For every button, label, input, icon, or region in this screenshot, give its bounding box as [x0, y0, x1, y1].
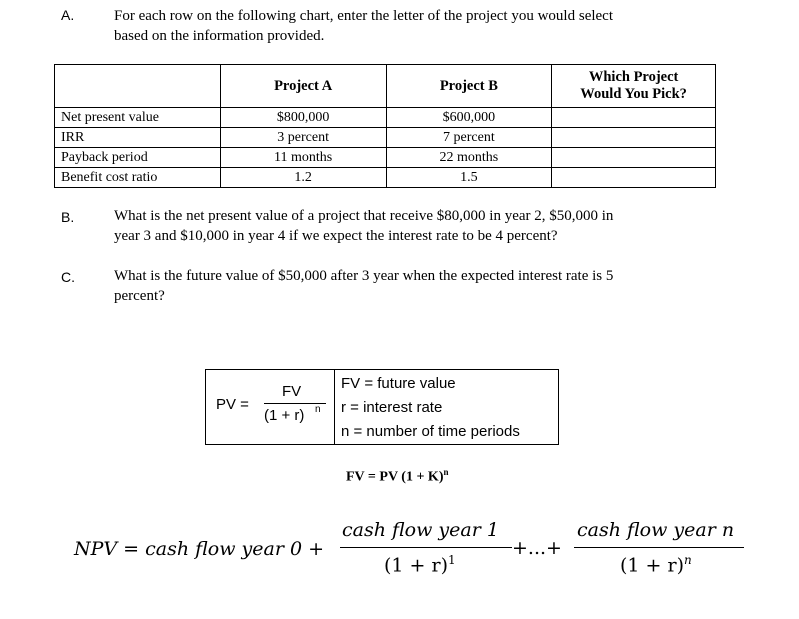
row-label: Benefit cost ratio: [55, 168, 221, 188]
pv-legend: [334, 369, 559, 445]
section-b-line1: What is the net present value of a project that receive $80,000 in year 2, $50,000 in: [114, 208, 614, 224]
npv-ellipsis: +...+: [512, 537, 562, 559]
legend-n: n = number of time periods: [341, 423, 520, 440]
header-pick-line1: Which Project: [588, 69, 679, 85]
section-b-line2: year 3 and $10,000 in year 4 if we expect the interest rate to be 4 percent?: [114, 228, 558, 244]
pv-denominator: (1 + r): [264, 407, 305, 424]
section-b-question: [114, 206, 613, 246]
table-header-row: [55, 65, 716, 108]
fv-exponent: n: [443, 467, 449, 477]
table-row: [55, 128, 716, 148]
npv-termn-den-text: (1 + r): [620, 554, 684, 577]
section-a-line2: based on the information provided.: [114, 28, 325, 44]
header-project-a: Project A: [220, 65, 386, 108]
pv-lhs: PV =: [216, 396, 249, 413]
header-pick: [552, 65, 716, 108]
npv-term1-fraction-bar: [340, 547, 512, 548]
section-a-letter: A.: [61, 7, 75, 23]
section-a-line1: For each row on the following chart, enter the letter of the project you would select: [114, 8, 613, 24]
npv-term1-numerator: cash flow year 1: [342, 519, 499, 541]
project-b-value: 1.5: [386, 168, 552, 188]
fv-formula: [346, 467, 449, 486]
fv-formula-text: FV = PV (1 + K): [346, 469, 444, 485]
section-c-question: [114, 266, 613, 306]
npv-termn-fraction-bar: [574, 547, 744, 548]
project-comparison-table: [54, 64, 716, 188]
project-a-value: 1.2: [220, 168, 386, 188]
npv-lhs: NPV = cash flow year 0 +: [74, 538, 325, 560]
legend-r: r = interest rate: [341, 399, 443, 416]
project-b-value: $600,000: [386, 108, 552, 128]
section-c-letter: C.: [61, 269, 75, 285]
pick-cell[interactable]: [552, 128, 716, 148]
project-a-value: $800,000: [220, 108, 386, 128]
project-b-value: 7 percent: [386, 128, 552, 148]
npv-term1-exponent: 1: [448, 553, 456, 567]
table-row: [55, 108, 716, 128]
pv-formula: [205, 369, 335, 445]
pv-numerator: FV: [282, 383, 302, 400]
pv-exponent: n: [315, 404, 321, 415]
pv-formula-box: [205, 369, 560, 445]
header-project-b: Project B: [386, 65, 552, 108]
header-empty-cell: [55, 65, 221, 108]
npv-term1-den-text: (1 + r): [384, 554, 448, 577]
npv-termn-exponent: n: [684, 553, 692, 567]
row-label: Payback period: [55, 148, 221, 168]
pick-cell[interactable]: [552, 148, 716, 168]
npv-termn-denominator: [620, 553, 692, 576]
table-row: [55, 168, 716, 188]
section-b-letter: B.: [61, 209, 75, 225]
row-label: Net present value: [55, 108, 221, 128]
row-label: IRR: [55, 128, 221, 148]
project-a-value: 11 months: [220, 148, 386, 168]
section-c-line2: percent?: [114, 288, 165, 304]
project-b-value: 22 months: [386, 148, 552, 168]
section-c-line1: What is the future value of $50,000 after 3 year when the expected interest rate is 5: [114, 268, 614, 284]
legend-fv: FV = future value: [341, 375, 456, 392]
project-a-value: 3 percent: [220, 128, 386, 148]
section-a-instruction: [114, 6, 613, 46]
table-row: [55, 148, 716, 168]
npv-termn-numerator: cash flow year n: [577, 519, 735, 541]
header-pick-line2: Would You Pick?: [580, 86, 687, 102]
npv-term1-denominator: [384, 553, 456, 576]
pick-cell[interactable]: [552, 168, 716, 188]
pick-cell[interactable]: [552, 108, 716, 128]
